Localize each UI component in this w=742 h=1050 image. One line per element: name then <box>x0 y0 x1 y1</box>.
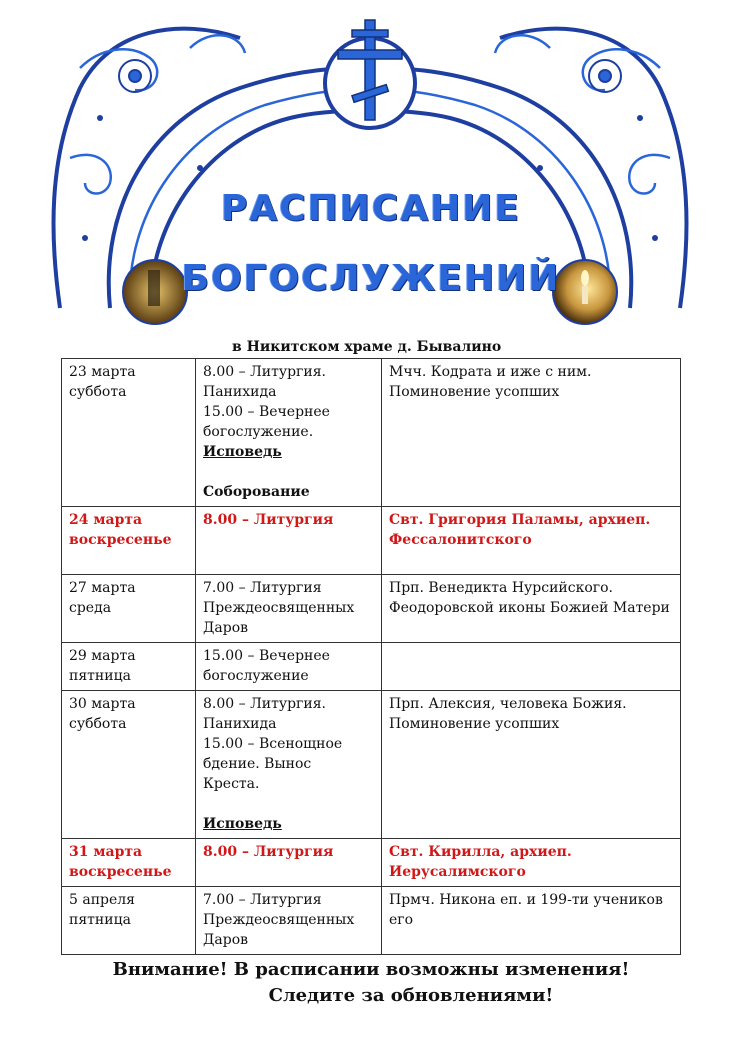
services-cell <box>196 575 382 643</box>
service-line: бдение. Вынос <box>203 756 312 772</box>
date: 23 марта <box>69 364 136 380</box>
weekday: суббота <box>69 384 127 400</box>
date-cell <box>62 691 196 839</box>
commemoration-cell <box>382 643 681 691</box>
table-row <box>62 887 681 955</box>
service-line: Панихида <box>203 716 277 732</box>
date: 31 марта <box>69 844 143 860</box>
date-cell <box>62 887 196 955</box>
service-line: 8.00 – Литургия. <box>203 364 326 380</box>
weekday: воскресенье <box>69 864 172 880</box>
title-line-2: БОГОСЛУЖЕНИЙ <box>181 258 561 299</box>
service-line: Панихида <box>203 384 277 400</box>
date: 5 апреля <box>69 892 136 908</box>
weekday: среда <box>69 600 112 616</box>
subtitle: в Никитском храме д. Бывалино <box>232 339 502 355</box>
service-line: Преждеосвященных <box>203 600 355 616</box>
date: 29 марта <box>69 648 136 664</box>
weekday: пятница <box>69 912 131 928</box>
service-line: 8.00 – Литургия <box>203 512 334 528</box>
service-line: 15.00 – Всенощное <box>203 736 343 752</box>
date-cell <box>62 643 196 691</box>
commemoration-cell: Свт. Григория Паламы, архиеп. Фессалонитского <box>382 507 681 575</box>
date-cell <box>62 575 196 643</box>
services-cell <box>196 507 382 575</box>
date-cell <box>62 507 196 575</box>
service-line: 15.00 – Вечернее <box>203 648 330 664</box>
services-cell <box>196 887 382 955</box>
confession-label: Исповедь <box>203 816 282 832</box>
service-line: Даров <box>203 620 249 636</box>
title-line-1: РАСПИСАНИЕ <box>220 188 522 229</box>
table-row <box>62 839 681 887</box>
services-cell <box>196 691 382 839</box>
service-line: Креста. <box>203 776 260 792</box>
schedule-table <box>61 358 681 955</box>
weekday: суббота <box>69 716 127 732</box>
service-line: богослужение <box>203 668 309 684</box>
service-line: 8.00 – Литургия. <box>203 696 326 712</box>
weekday: пятница <box>69 668 131 684</box>
table-row <box>62 575 681 643</box>
service-line: 15.00 – Вечернее <box>203 404 330 420</box>
notice-line-1: Внимание! В расписании возможны изменения! <box>112 959 630 980</box>
service-line: Преждеосвященных <box>203 912 355 928</box>
date-cell <box>62 839 196 887</box>
date: 27 марта <box>69 580 136 596</box>
service-line: 7.00 – Литургия <box>203 892 322 908</box>
service-line: Даров <box>203 932 249 948</box>
unction-label: Соборование <box>203 484 310 500</box>
table-row <box>62 643 681 691</box>
service-line: 7.00 – Литургия <box>203 580 322 596</box>
services-cell <box>196 359 382 507</box>
table-row <box>62 359 681 507</box>
commemoration-cell: Свт. Кирилла, архиеп. Иерусалимского <box>382 839 681 887</box>
table-row <box>62 507 681 575</box>
services-cell <box>196 643 382 691</box>
confession-label: Исповедь <box>203 444 282 460</box>
notice-line-2: Следите за обновлениями! <box>268 985 554 1006</box>
commemoration-cell: Прп. Венедикта Нурсийского. Феодоровской иконы Божией Матери <box>382 575 681 643</box>
date: 30 марта <box>69 696 136 712</box>
weekday: воскресенье <box>69 532 172 548</box>
date-cell <box>62 359 196 507</box>
commemoration-cell: Мчч. Кодрата и иже с ним. Поминовение усопших <box>382 359 681 507</box>
services-cell <box>196 839 382 887</box>
table-row <box>62 691 681 839</box>
service-line: богослужение. <box>203 424 314 440</box>
service-line: 8.00 – Литургия <box>203 844 334 860</box>
date: 24 марта <box>69 512 143 528</box>
commemoration-cell: Прмч. Никона еп. и 199-ти учеников его <box>382 887 681 955</box>
commemoration-cell: Прп. Алексия, человека Божия. Поминовение усопших <box>382 691 681 839</box>
